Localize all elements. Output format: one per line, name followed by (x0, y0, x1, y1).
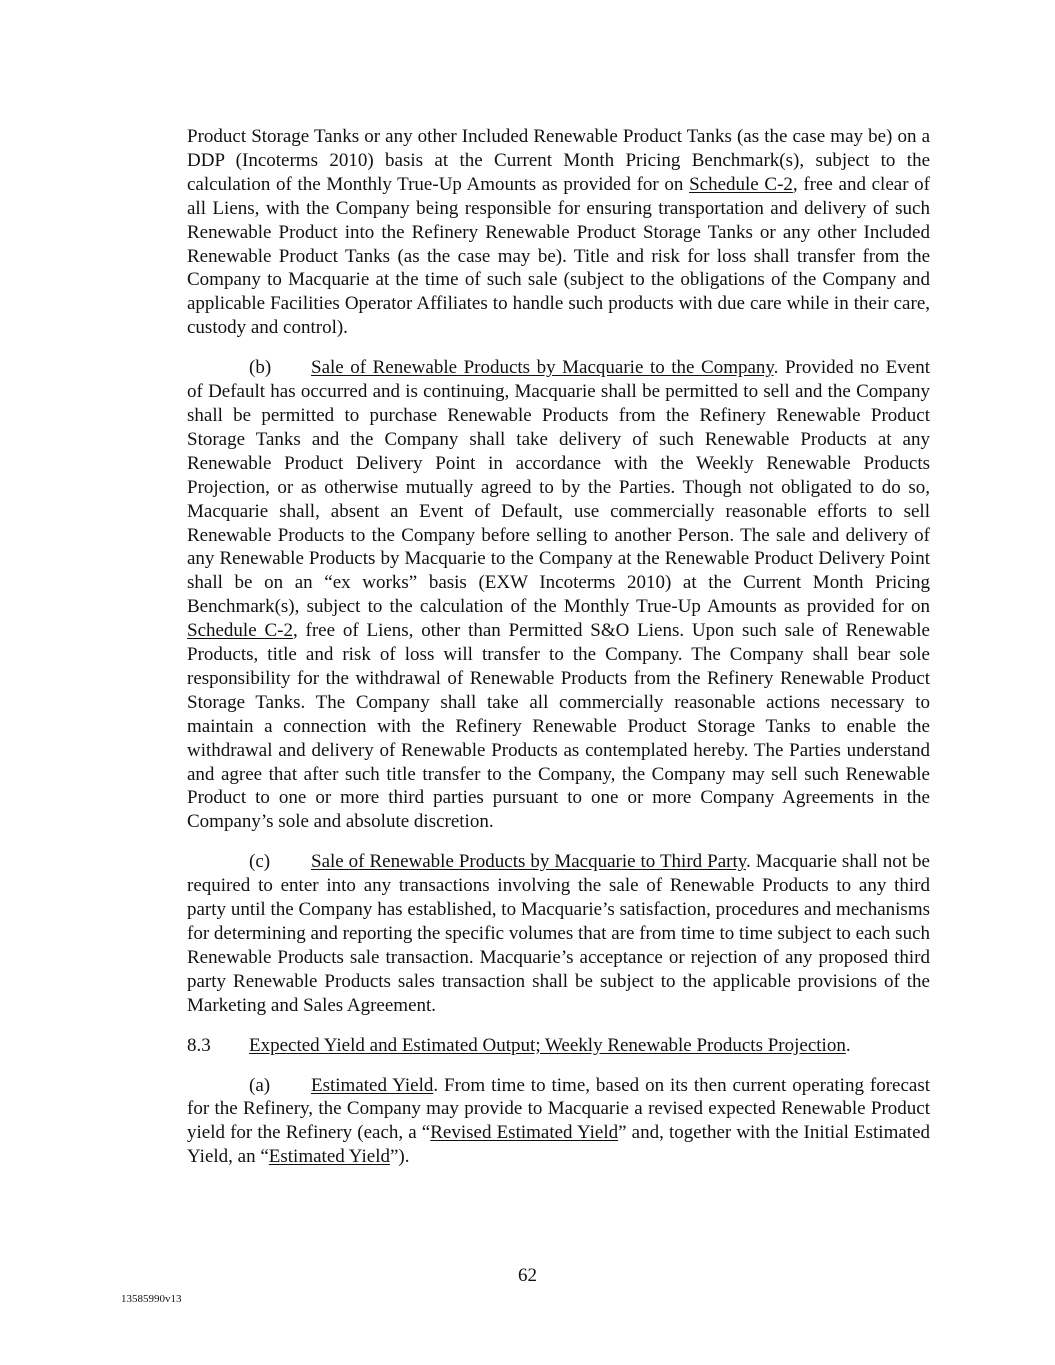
paragraph-b-label: (b) (249, 357, 272, 379)
paragraph-b-heading: Sale of Renewable Products by Macquarie to the Company (311, 357, 774, 379)
section-number: 8.3 (187, 1034, 211, 1056)
defined-term-estimated-yield: Estimated Yield (268, 1146, 390, 1168)
document-id: 13585990v13 (121, 1293, 182, 1305)
para-cont-text-2: , free and clear of all Liens, with the Company being responsible for ensuring transportation and delivery of such Renewable Product into the Refinery Renewable Product Storage Tanks or any other Included Renewable Product Tanks (as the case may be). Title and risk for loss shall transfer from the Company to Macquarie at the time of such sale (subject to the obligations of the Company and applicable Facilities Operator Affiliates to handle such products with due care while in their care, custody and control). (187, 173, 931, 339)
paragraph-a-text-3: ”). (389, 1146, 410, 1168)
defined-term-revised-estimated-yield: Revised Estimated Yield (430, 1122, 619, 1144)
section-8-3-heading (187, 1034, 930, 1058)
paragraph-b (187, 356, 930, 834)
document-body (187, 125, 930, 1185)
page-number: 62 (518, 1265, 537, 1286)
schedule-c2-reference-b: Schedule C-2 (187, 620, 293, 642)
paragraph-a-text-2: ” and, together with the Initial Estimated Yield, an “ (187, 1122, 931, 1168)
section-title: Expected Yield and Estimated Output; Weekly Renewable Products Projection (249, 1034, 846, 1056)
paragraph-a (187, 1074, 930, 1170)
paragraph-b-text-2: , free of Liens, other than Permitted S&O Liens. Upon such sale of Renewable Products, title and risk of loss will transfer to the Company. The Company shall bear sole responsibility for the withdrawal of Renewable Products from the Refinery Renewable Product Storage Tanks. The Company shall take all commercially reasonable actions necessary to maintain a connection with the Refinery Renewable Product Storage Tanks to enable the withdrawal and delivery of Renewable Products as contemplated hereby. The Parties understand and agree that after such title transfer to the Company, the Company may sell such Renewable Product to one or more third parties pursuant to one or more Company Agreements in the Company’s sole and absolute discretion. (187, 620, 930, 833)
paragraph-c-label: (c) (249, 851, 271, 873)
paragraph-continuation (187, 125, 930, 340)
section-title-end: . (845, 1034, 851, 1056)
paragraph-c-heading: Sale of Renewable Products by Macquarie to Third Party (311, 851, 746, 873)
paragraph-a-text: . From time to time, based on its then current operating forecast for the Refinery, the Company may provide to Macquarie a revised expected Renewable Product yield for the Refinery (each, a “ (187, 1074, 930, 1144)
schedule-c2-reference: Schedule C-2 (689, 173, 793, 195)
paragraph-c (187, 850, 930, 1017)
paragraph-a-heading: Estimated Yield (311, 1074, 434, 1096)
para-cont-text: Product Storage Tanks or any other Included Renewable Product Tanks (as the case may be) on a DDP (Incoterms 2010) basis at the Current Month Pricing Benchmark(s), subject to the calculation of the Monthly True-Up Amounts as provided for on (187, 126, 930, 195)
paragraph-b-text: . Provided no Event of Default has occurred and is continuing, Macquarie shall be permitted to sell and the Company shall be permitted to purchase Renewable Products from the Refinery Renewable Product Storage Tanks and the Company shall take delivery of such Renewable Products at any Renewable Product Delivery Point in accordance with the Weekly Renewable Products Projection, or as otherwise mutually agreed to by the Parties. Though not obligated to do so, Macquarie shall, absent an Event of Default, use commercially reasonable efforts to sell Renewable Products to the Company before selling to another Person. The sale and delivery of any Renewable Products by Macquarie to the Company at the Renewable Product Delivery Point shall be on an “ex works” basis (EXW Incoterms 2010) at the Current Month Pricing Benchmark(s), subject to the calculation of the Monthly True-Up Amounts as provided for on (187, 357, 930, 618)
paragraph-a-label: (a) (249, 1074, 271, 1096)
paragraph-c-text: . Macquarie shall not be required to enter into any transactions involving the sale of Renewable Products to any third party until the Company has established, to Macquarie’s satisfaction, procedures and mechanisms for determining and reporting the specific volumes that are from time to time subject to each such Renewable Products sale transaction. Macquarie’s acceptance or rejection of any proposed third party Renewable Products sales transaction shall be subject to the applicable provisions of the Marketing and Sales Agreement. (187, 851, 930, 1016)
